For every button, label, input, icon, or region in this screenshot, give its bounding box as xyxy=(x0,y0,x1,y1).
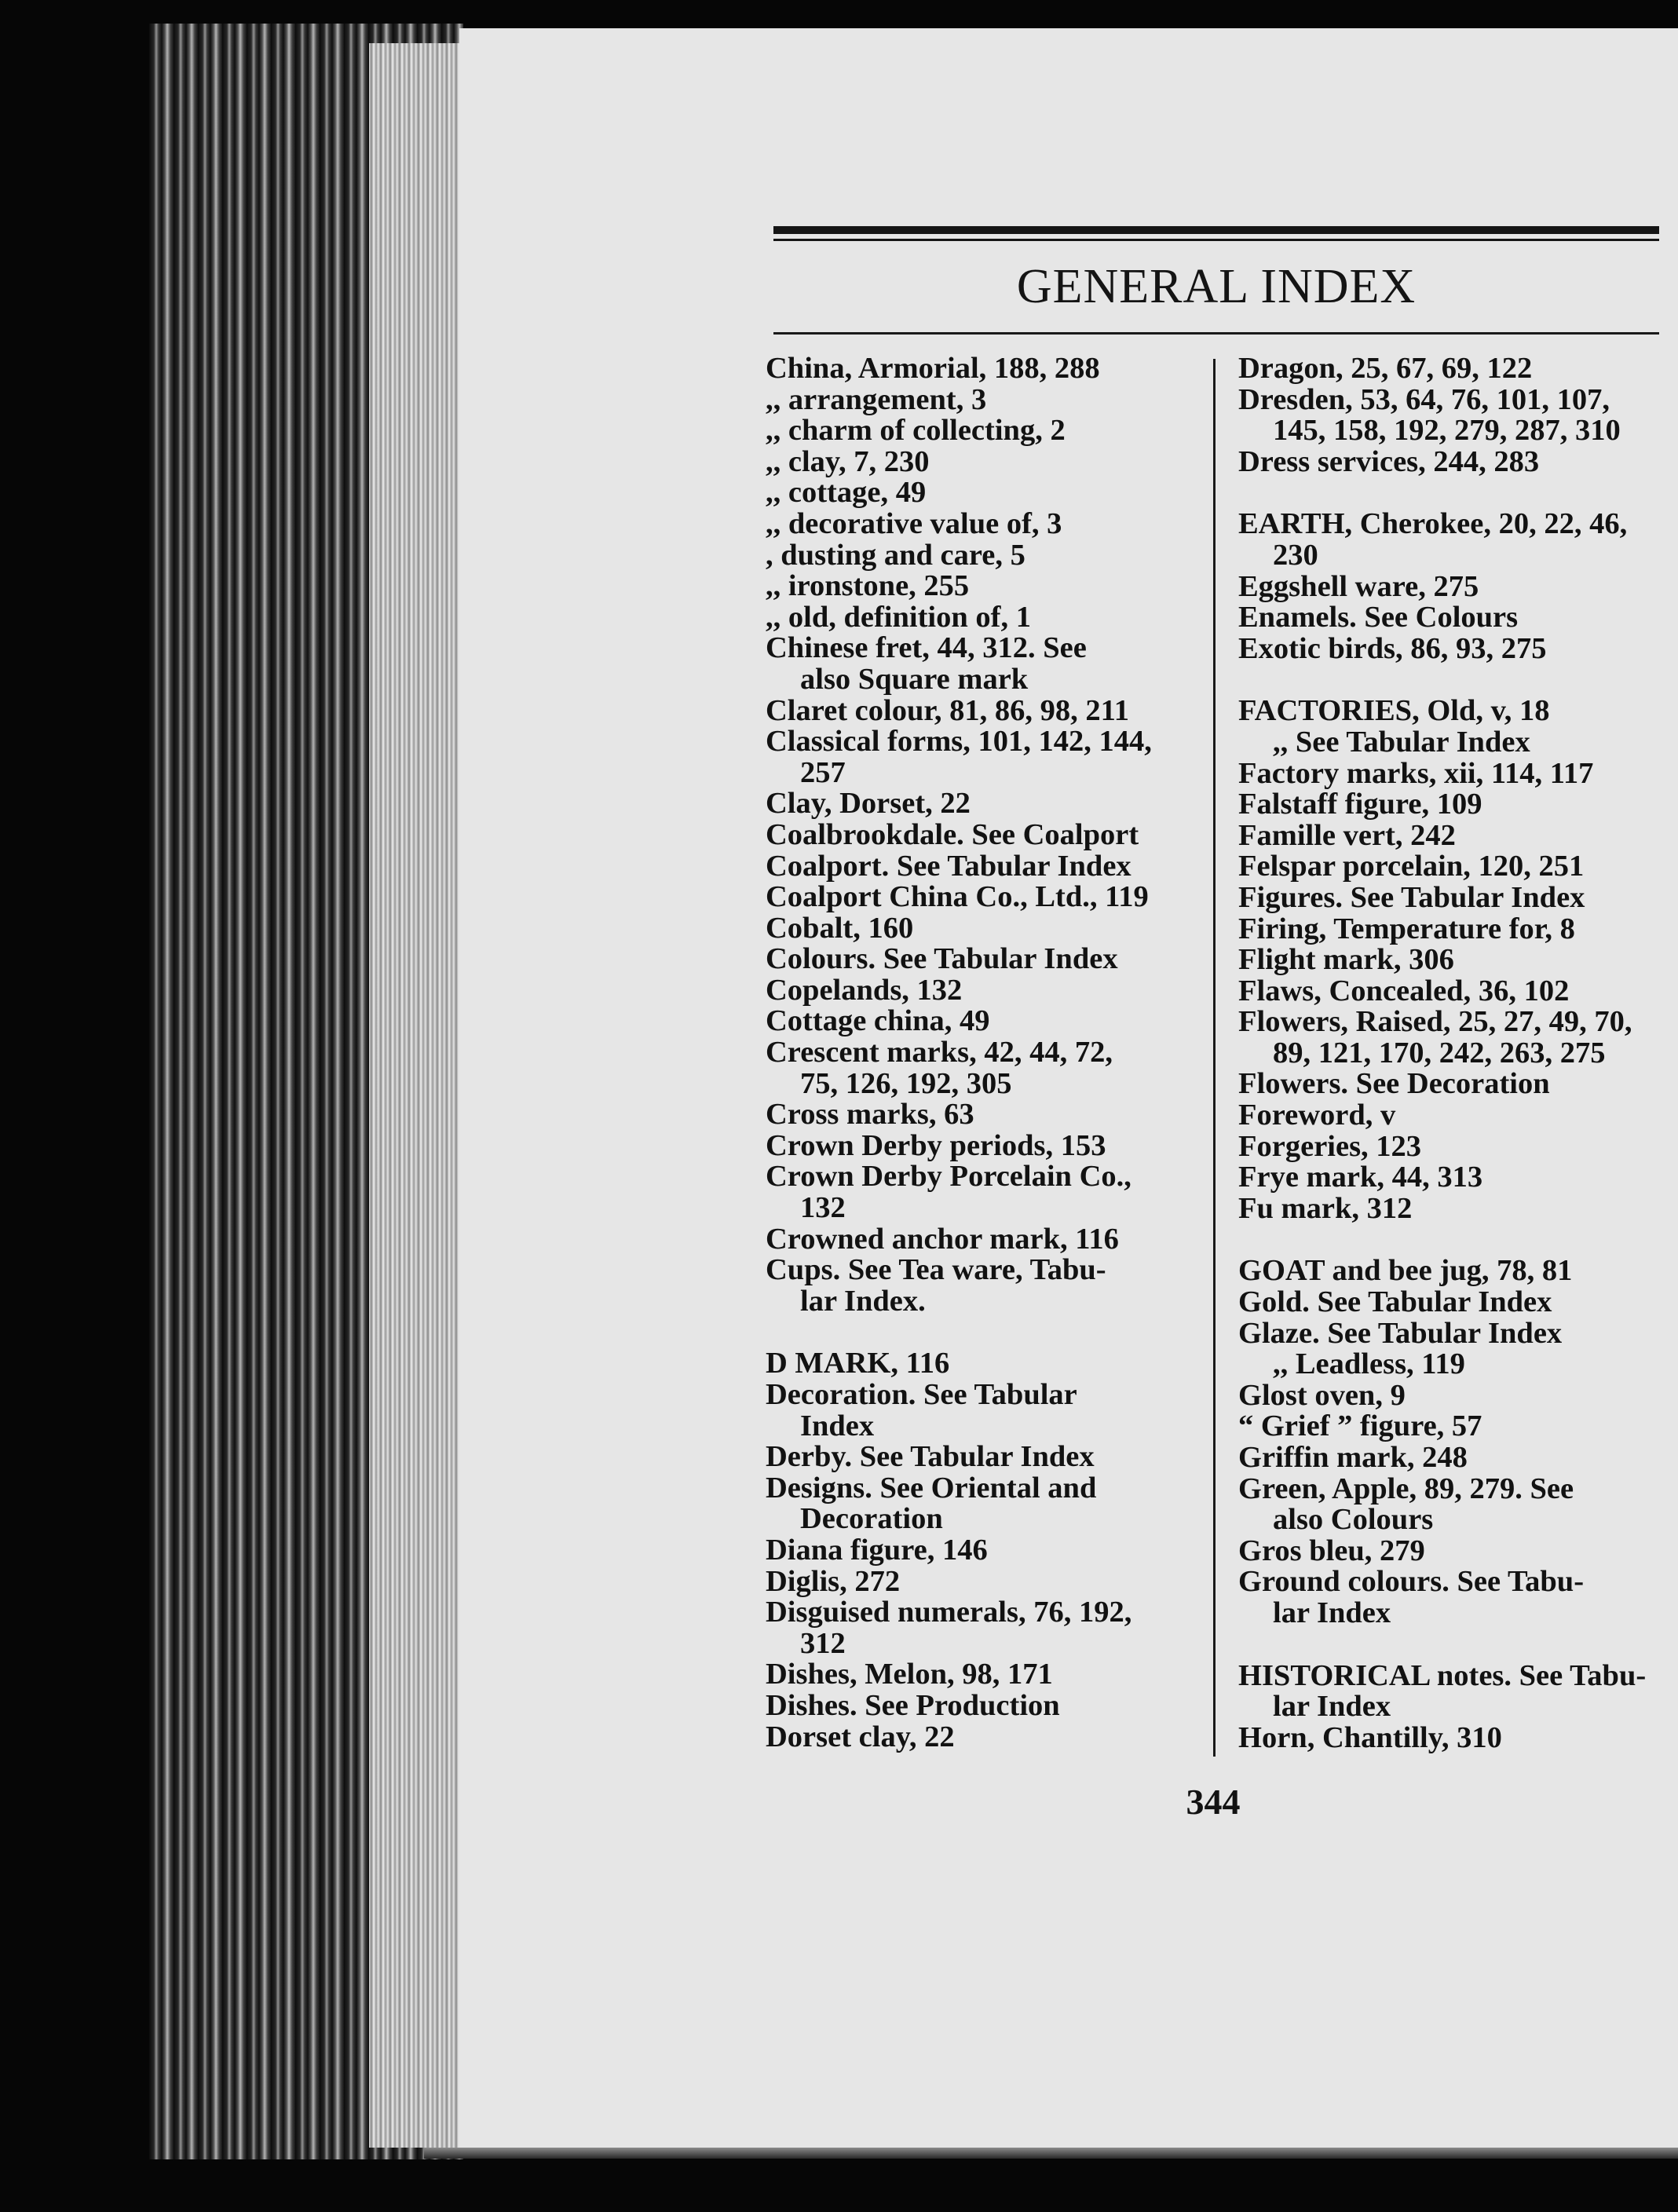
book-page-edges-inner xyxy=(369,43,463,2148)
index-entry: FACTORIES, Old, v, 18 xyxy=(1238,694,1550,728)
index-entry: Cobalt, 160 xyxy=(766,911,914,945)
column-divider xyxy=(1213,359,1216,1757)
index-entry: Forgeries, 123 xyxy=(1238,1129,1422,1163)
index-column-left xyxy=(766,353,1194,1753)
index-entry: Gros bleu, 279 xyxy=(1238,1534,1425,1567)
index-section-gap xyxy=(1238,477,1666,509)
index-entry: Coalport. See Tabular Index xyxy=(766,849,1131,883)
index-entry-continuation: lar Index xyxy=(1273,1596,1391,1629)
index-entry: Felspar porcelain, 120, 251 xyxy=(1238,850,1585,883)
index-entry: Glost oven, 9 xyxy=(1238,1378,1406,1412)
index-entry: D MARK, 116 xyxy=(766,1347,950,1380)
index-entry: Griffin mark, 248 xyxy=(1238,1441,1468,1474)
index-entry: ,, arrangement, 3 xyxy=(766,382,987,416)
index-section-gap xyxy=(1238,1224,1666,1256)
index-entry: Diana figure, 146 xyxy=(766,1533,988,1567)
index-entry: Dresden, 53, 64, 76, 101, 107, xyxy=(1238,382,1610,416)
index-entry: Enamels. See Colours xyxy=(1238,601,1519,634)
page-bottom-shadow xyxy=(424,2148,1678,2159)
index-entry: Chinese fret, 44, 312. See xyxy=(766,631,1087,665)
index-entry: Cups. See Tea ware, Tabu- xyxy=(766,1253,1106,1287)
index-entry-continuation: Decoration xyxy=(800,1502,943,1536)
index-entry: ,, ironstone, 255 xyxy=(766,569,970,603)
index-entry: Foreword, v xyxy=(1238,1099,1396,1132)
index-entry: Flaws, Concealed, 36, 102 xyxy=(1238,974,1570,1007)
index-entry: Decoration. See Tabular xyxy=(766,1378,1077,1411)
index-section-gap xyxy=(1238,1629,1666,1661)
index-entry: ,, decorative value of, 3 xyxy=(766,506,1062,540)
index-entry: Crown Derby periods, 153 xyxy=(766,1128,1106,1162)
index-entry: Flowers, Raised, 25, 27, 49, 70, xyxy=(1238,1005,1632,1039)
index-entry: Clay, Dorset, 22 xyxy=(766,787,971,821)
index-entry: Dishes, Melon, 98, 171 xyxy=(766,1658,1053,1691)
index-entry: Flowers. See Decoration xyxy=(1238,1067,1550,1101)
index-entry: Crown Derby Porcelain Co., xyxy=(766,1160,1131,1194)
index-entry-continuation: 89, 121, 170, 242, 263, 275 xyxy=(1273,1036,1606,1069)
index-entry: Horn, Chantilly, 310 xyxy=(1238,1720,1502,1754)
index-entry: ,, clay, 7, 230 xyxy=(766,444,930,478)
index-column-right xyxy=(1238,353,1666,1753)
index-entry: Crowned anchor mark, 116 xyxy=(766,1222,1119,1256)
index-section-gap xyxy=(766,1317,1194,1348)
index-entry: Firing, Temperature for, 8 xyxy=(1238,912,1575,945)
index-entry: Coalport China Co., Ltd., 119 xyxy=(766,880,1149,914)
index-entry: Fu mark, 312 xyxy=(1238,1191,1413,1225)
index-entry: Figures. See Tabular Index xyxy=(1238,880,1585,914)
index-entry: Green, Apple, 89, 279. See xyxy=(1238,1472,1574,1505)
index-entry-continuation: ,, Leadless, 119 xyxy=(1273,1347,1465,1381)
index-entry: EARTH, Cherokee, 20, 22, 46, xyxy=(1238,507,1628,541)
index-entry-continuation: 230 xyxy=(1273,538,1318,572)
index-entry: Dishes. See Production xyxy=(766,1688,1060,1722)
index-entry: Exotic birds, 86, 93, 275 xyxy=(1238,631,1547,665)
index-entry: Famille vert, 242 xyxy=(1238,818,1456,852)
index-entry: Eggshell ware, 275 xyxy=(1238,569,1479,603)
index-entry-continuation: Index xyxy=(800,1409,875,1442)
index-entry: Cottage china, 49 xyxy=(766,1004,990,1038)
index-entry: Diglis, 272 xyxy=(766,1564,901,1598)
index-entry: Cross marks, 63 xyxy=(766,1098,974,1132)
index-entry: ,, charm of collecting, 2 xyxy=(766,414,1066,448)
index-entry: Dragon, 25, 67, 69, 122 xyxy=(1238,352,1533,385)
index-entry: Derby. See Tabular Index xyxy=(766,1440,1095,1474)
index-entry: Falstaff figure, 109 xyxy=(1238,788,1482,821)
index-entry: , dusting and care, 5 xyxy=(766,538,1025,572)
index-entry: Dress services, 244, 283 xyxy=(1238,444,1540,478)
index-entry: Copelands, 132 xyxy=(766,973,963,1007)
index-entry: Classical forms, 101, 142, 144, xyxy=(766,725,1152,759)
index-entry-continuation: 145, 158, 192, 279, 287, 310 xyxy=(1273,414,1621,448)
index-entry-continuation: also Colours xyxy=(1273,1503,1434,1537)
header-rule-thin xyxy=(773,239,1659,241)
index-entry-continuation: ,, See Tabular Index xyxy=(1273,725,1530,759)
index-entry-continuation: 312 xyxy=(800,1626,846,1660)
index-entry-continuation: 132 xyxy=(800,1191,846,1225)
header-rule-thick xyxy=(773,226,1659,234)
index-entry: Colours. See Tabular Index xyxy=(766,942,1118,976)
index-entry: China, Armorial, 188, 288 xyxy=(766,352,1100,385)
index-entry: Flight mark, 306 xyxy=(1238,943,1454,977)
index-entry: Claret colour, 81, 86, 98, 211 xyxy=(766,693,1130,727)
index-entry: HISTORICAL notes. See Tabu- xyxy=(1238,1658,1647,1692)
index-entry: Glaze. See Tabular Index xyxy=(1238,1316,1563,1350)
index-entry: ,, cottage, 49 xyxy=(766,476,927,510)
page-title: GENERAL INDEX xyxy=(1016,260,1417,313)
title-underline xyxy=(773,332,1659,335)
index-entry: Frye mark, 44, 313 xyxy=(1238,1161,1483,1194)
index-entry: Dorset clay, 22 xyxy=(766,1720,955,1753)
index-entry: Ground colours. See Tabu- xyxy=(1238,1565,1585,1599)
index-entry: Gold. See Tabular Index xyxy=(1238,1285,1552,1319)
page-number: 344 xyxy=(1186,1782,1241,1822)
index-entry-continuation: lar Index xyxy=(1273,1690,1391,1724)
index-entry: GOAT and bee jug, 78, 81 xyxy=(1238,1254,1573,1288)
index-section-gap xyxy=(1238,664,1666,696)
index-entry-continuation: 75, 126, 192, 305 xyxy=(800,1066,1012,1100)
index-entry: Designs. See Oriental and xyxy=(766,1471,1097,1505)
index-entry: “ Grief ” figure, 57 xyxy=(1238,1409,1482,1443)
index-entry: Factory marks, xii, 114, 117 xyxy=(1238,756,1594,790)
index-entry: Disguised numerals, 76, 192, xyxy=(766,1596,1132,1629)
index-entry-continuation: also Square mark xyxy=(800,662,1029,696)
index-entry: ,, old, definition of, 1 xyxy=(766,600,1031,634)
index-entry-continuation: 257 xyxy=(800,755,846,789)
index-entry: Coalbrookdale. See Coalport xyxy=(766,817,1139,851)
index-entry: Crescent marks, 42, 44, 72, xyxy=(766,1036,1113,1069)
index-entry-continuation: lar Index. xyxy=(800,1284,926,1318)
